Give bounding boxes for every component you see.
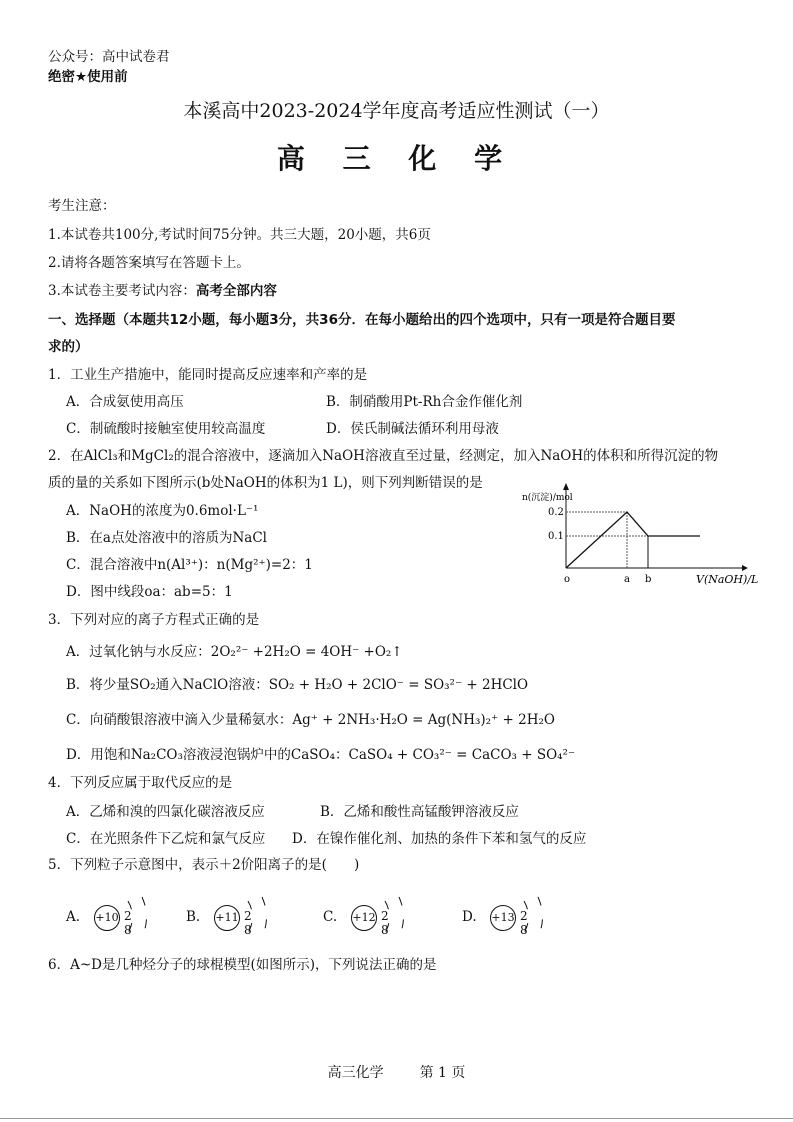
q2-option-a: A．NaOH的浓度为0.6mol·L⁻¹: [66, 503, 259, 519]
y-tick-0.1: 0.1: [548, 531, 564, 542]
q4-option-c: C．在光照条件下乙烷和氯气反应: [66, 831, 266, 847]
q5-stem: 5．下列粒子示意图中，表示＋2价阳离子的是( ): [48, 857, 360, 873]
x-label: V(NaOH)/L: [696, 573, 759, 586]
electron-shell-arc: [524, 901, 529, 933]
page-footer: [0, 1062, 793, 1082]
electron-shell-arc: [128, 901, 133, 933]
note-3-scope: 高考全部内容: [195, 283, 277, 299]
electron-shell-arc: [142, 897, 147, 937]
electron-shells: 2 8: [381, 909, 389, 937]
q2-option-b: B．在a点处溶液中的溶质为NaCl: [66, 530, 267, 546]
q4-stem: 4．下列反应属于取代反应的是: [48, 775, 233, 791]
atom-label: B.: [186, 909, 201, 925]
footer-page-number: 第 1 页: [419, 1065, 466, 1081]
atom-label: D.: [462, 909, 477, 925]
q1-option-b: B．制硝酸用Pt-Rh合金作催化剂: [326, 394, 523, 410]
precipitate-line: [566, 512, 700, 568]
shell-arcs: [377, 893, 417, 941]
note-3-text: 3.本试卷主要考试内容：: [48, 283, 196, 299]
notes-heading: 考生注意：: [48, 198, 116, 214]
electron-shells: 2 8: [124, 909, 132, 937]
nucleus-circle: +10: [94, 905, 120, 931]
precipitate-chart: [520, 480, 785, 586]
q2-stem: 2．在AlCl₃和MgCl₂的混合溶液中，逐滴加入NaOH溶液直至过量，经测定，加入NaOH的体积和所得沉淀的物: [48, 448, 719, 464]
atom-label: A.: [66, 909, 81, 925]
shell-arcs: [516, 893, 556, 941]
electron-shell-arc: [538, 897, 543, 937]
electron-shells: 2 8: [244, 909, 252, 937]
electron-shell-arc: [399, 897, 404, 937]
x-axis-arrow: [742, 565, 748, 571]
y-label: n(沉淀)/mol: [522, 493, 573, 503]
nucleus-circle: +11: [214, 905, 240, 931]
shell-arcs: [240, 893, 280, 941]
q1-option-c: C．制硫酸时接触室使用较高温度: [66, 421, 266, 437]
atom-label: C.: [323, 909, 338, 925]
q3-option-c: C．向硝酸银溶液中滴入少量稀氨水：Ag⁺ + 2NH₃·H₂O = Ag(NH₃)₂⁺ + 2H₂O: [66, 712, 555, 728]
nucleus-circle: +12: [351, 905, 377, 931]
exam-title: 本溪高中2023-2024学年度高考适应性测试（一）: [183, 100, 610, 122]
q2-stem-2: 质的量的关系如下图所示(b处NaOH的体积为1 L)，则下列判断错误的是: [48, 475, 483, 491]
q3-option-d: D．用饱和Na₂CO₃溶液浸泡锅炉中的CaSO₄：CaSO₄ + CO₃²⁻ = CaCO₃ + SO₄²⁻: [66, 747, 576, 763]
electron-shell-arc: [385, 901, 390, 933]
q3-stem: 3．下列对应的离子方程式正确的是: [48, 612, 260, 628]
q1-stem: 1．工业生产措施中，能同时提高反应速率和产率的是: [48, 367, 368, 383]
q2-option-d: D．图中线段oa：ab=5：1: [66, 584, 233, 600]
wechat-note: 公众号：高中试卷君: [48, 49, 170, 65]
q3-option-b: B．将少量SO₂通入NaClO溶液：SO₂ + H₂O + 2ClO⁻ = SO₃²⁻ + 2HClO: [66, 677, 529, 693]
note-1: 1.本试卷共100分,考试时间75分钟。共三大题，20小题，共6页: [48, 227, 431, 243]
y-tick-0.2: 0.2: [548, 507, 564, 518]
bottom-divider: [0, 1118, 793, 1119]
q4-option-d: D．在镍作催化剂、加热的条件下苯和氢气的反应: [292, 831, 587, 847]
note-3: [48, 282, 277, 300]
section-heading-2: 求的）: [48, 339, 89, 355]
q4-option-b: B．乙烯和酸性高锰酸钾溶液反应: [320, 804, 519, 820]
footer-subject: 高三化学: [327, 1065, 384, 1081]
section-heading: 一、选择题（本题共12小题，每小题3分，共36分．在每小题给出的四个选项中，只有一项是符合题目要: [48, 312, 676, 328]
q4-option-a: A．乙烯和溴的四氯化碳溶液反应: [66, 804, 265, 820]
confidential-label: 绝密★使用前: [48, 69, 128, 85]
x-tick-a: a: [624, 574, 630, 585]
x-tick-o: o: [564, 574, 571, 585]
subject-title: 高 三 化 学: [276, 142, 517, 175]
note-2: 2.请将各题答案填写在答题卡上。: [48, 255, 250, 271]
electron-shell-arc: [248, 901, 253, 933]
q1-option-a: A．合成氨使用高压: [66, 394, 184, 410]
electron-shells: 2 8: [520, 909, 528, 937]
nucleus-circle: +13: [490, 905, 516, 931]
q6-stem: 6．A~D是几种烃分子的球棍模型(如图所示)，下列说法正确的是: [48, 957, 437, 973]
electron-shell-arc: [262, 897, 267, 937]
shell-arcs: [120, 893, 160, 941]
x-tick-b: b: [645, 574, 652, 585]
q1-option-d: D．侯氏制碱法循环利用母液: [326, 421, 499, 437]
q3-option-a: A．过氧化钠与水反应：2O₂²⁻ +2H₂O = 4OH⁻ +O₂↑: [66, 644, 403, 660]
q2-option-c: C．混合溶液中n(Al³⁺)：n(Mg²⁺)=2：1: [66, 557, 313, 573]
y-axis-arrow: [563, 483, 569, 490]
